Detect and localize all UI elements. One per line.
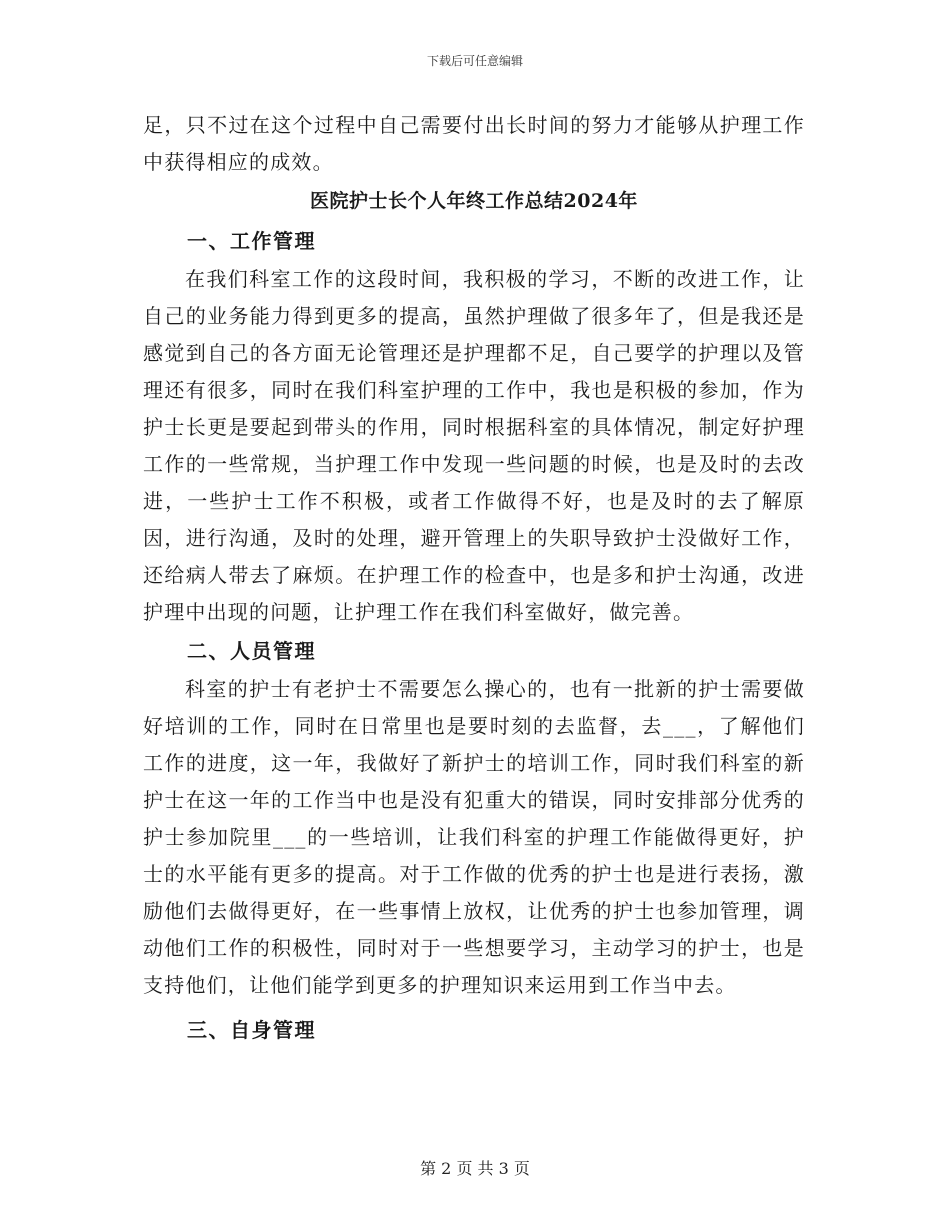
page-header-note: 下载后可任意编辑 (426, 54, 523, 68)
document-title: 医院护士长个人年终工作总结2024年 (310, 190, 638, 212)
section-heading-self-management: 三、自身管理 (187, 1018, 316, 1042)
section-paragraph-staff-management: 科室的护士有老护士不需要怎么操心的，也有一批新的护士需要做好培训的工作，同时在日常里也是要时刻的去监督，去___，了解他们工作的进度，这一年，我做好了新护士的培训工作，同时我们科室的新护士在这一年的工作当中也是没有犯重大的错误，同时安排部分优秀的护士参加院里___的一些培训，让我们科室的护理工作能做得更好，护士的水平能有更多的提高。对于工作做的优秀的护士也是进行表扬，激励他们去做得更好，在一些事情上放权，让优秀的护士也参加管理，调动他们工作的积极性，同时对于一些想要学习，主动学习的护士，也是支持他们，让他们能学到更多的护理知识来运用到工作当中去。 (143, 677, 805, 997)
page-number: 第 2 页 共 3 页 (420, 1159, 530, 1178)
document-body (143, 107, 805, 1050)
continuation-paragraph: 足，只不过在这个过程中自己需要付出长时间的努力才能够从护理工作中获得相应的成效。 (143, 113, 805, 174)
section-paragraph-work-management: 在我们科室工作的这段时间，我积极的学习，不断的改进工作，让自己的业务能力得到更多的提高，虽然护理做了很多年了，但是我还是感觉到自己的各方面无论管理还是护理都不足，自己要学的护理以及管理还有很多，同时在我们科室护理的工作中，我也是积极的参加，作为护士长更是要起到带头的作用，同时根据科室的具体情况，制定好护理工作的一些常规，当护理工作中发现一些问题的时候，也是及时的去改进，一些护士工作不积极，或者工作做得不好，也是及时的去了解原因，进行沟通，及时的处理，避开管理上的失职导致护士没做好工作，还给病人带去了麻烦。在护理工作的检查中，也是多和护士沟通，改进护理中出现的问题，让护理工作在我们科室做好，做完善。 (143, 267, 805, 624)
section-heading-staff-management: 二、人员管理 (187, 639, 316, 663)
section-heading-work-management: 一、工作管理 (187, 229, 316, 253)
